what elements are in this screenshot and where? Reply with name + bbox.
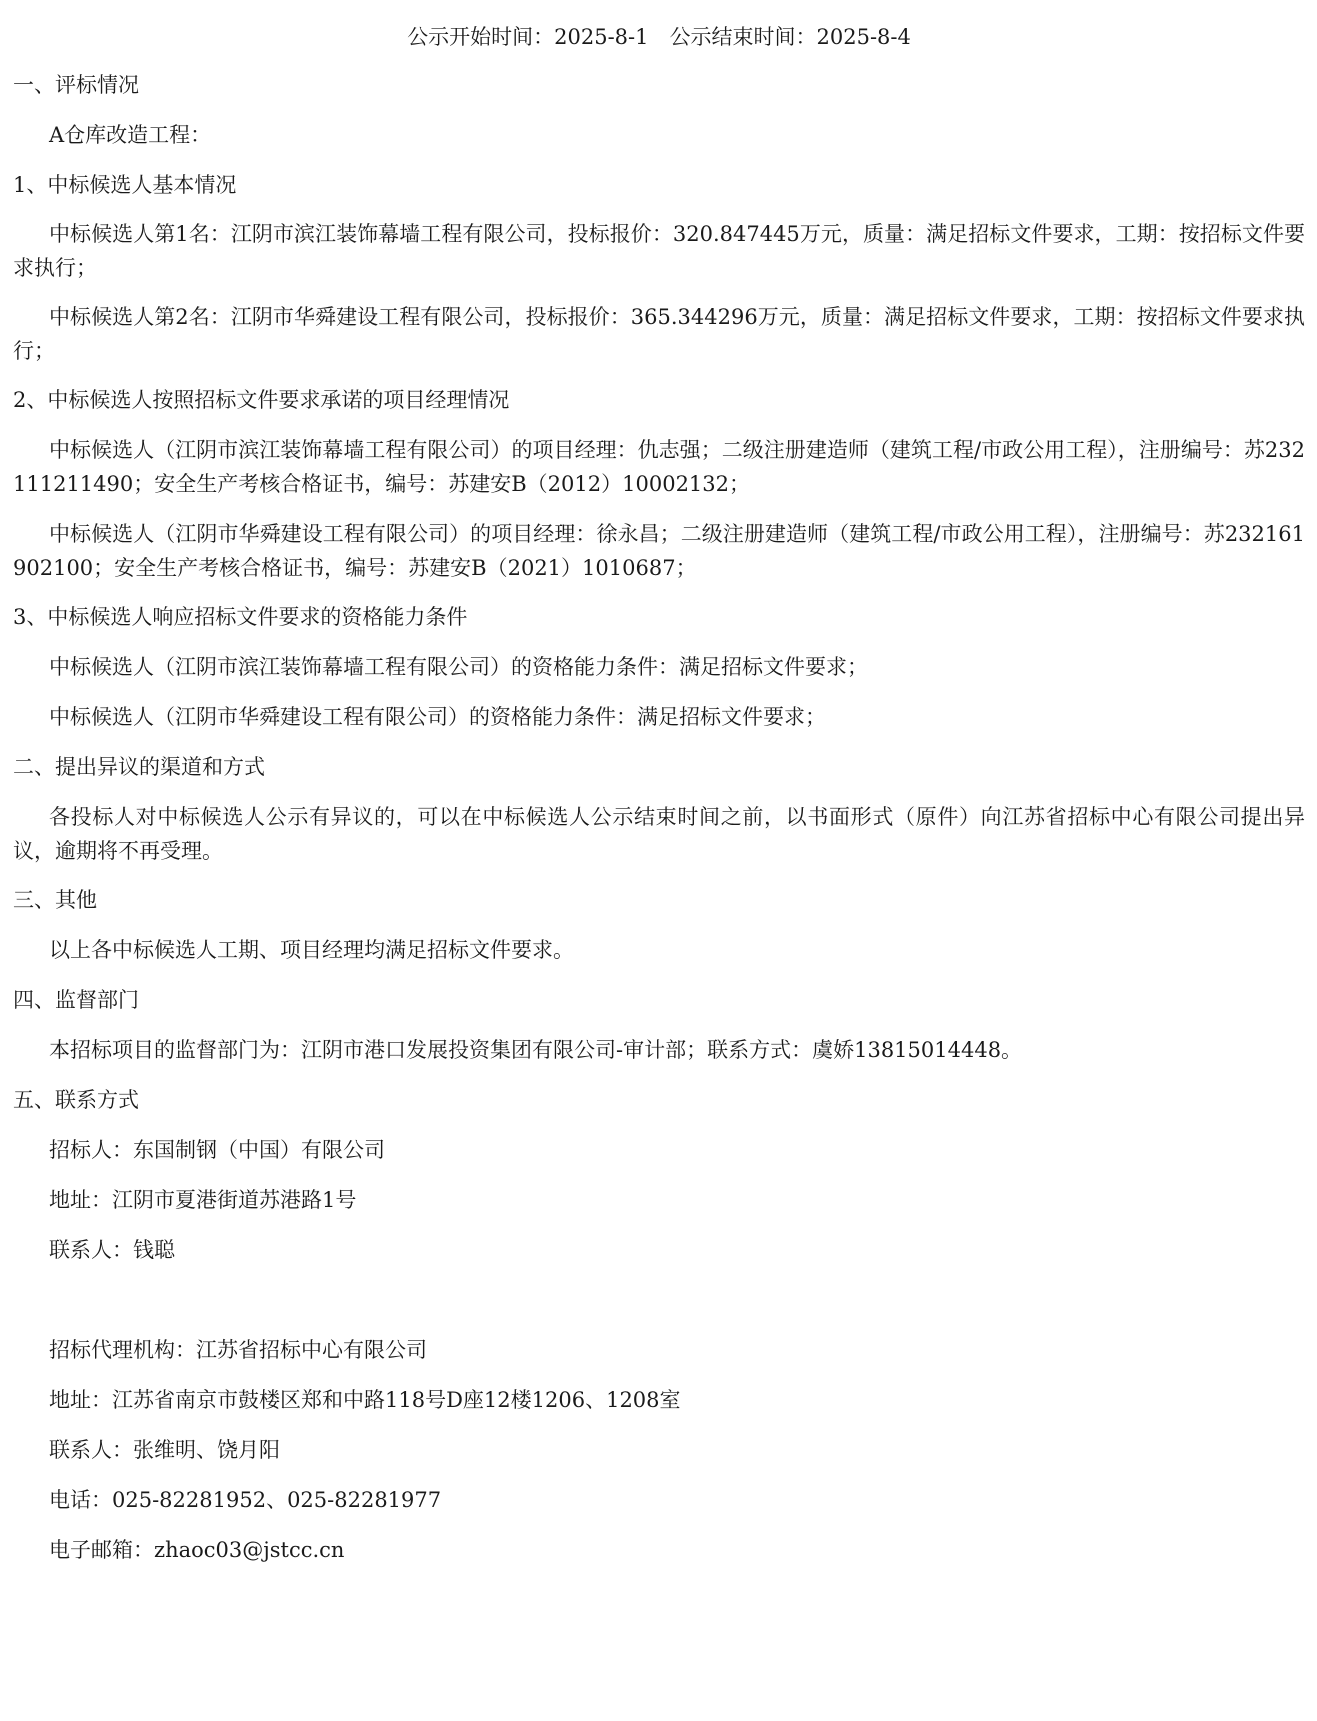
section-contact-title: 五、联系方式 (13, 1088, 139, 1112)
basic-info-title: 1、中标候选人基本情况 (13, 173, 237, 197)
project-name: A仓库改造工程： (49, 123, 212, 147)
agency-address: 地址：江苏省南京市鼓楼区郑和中路118号D座12楼1206、1208室 (49, 1388, 681, 1412)
manager-info-title: 2、中标候选人按照招标文件要求承诺的项目经理情况 (13, 388, 510, 412)
qualification-title: 3、中标候选人响应招标文件要求的资格能力条件 (13, 605, 468, 629)
candidate-2-paragraph: 中标候选人第2名：江阴市华舜建设工程有限公司，投标报价：365.344296万元，质量：满足招标文件要求，工期：按招标文件要求执行； (13, 305, 1305, 363)
tenderer-address: 地址：江阴市夏港街道苏港路1号 (49, 1188, 357, 1212)
tenderer-contact: 联系人：钱聪 (49, 1238, 175, 1262)
tenderer-name: 招标人：东国制钢（中国）有限公司 (49, 1138, 385, 1162)
qualification-1: 中标候选人（江阴市滨江装饰幕墙工程有限公司）的资格能力条件：满足招标文件要求； (49, 655, 868, 679)
agency-contact: 联系人：张维明、饶月阳 (49, 1438, 280, 1462)
manager-2-paragraph: 中标候选人（江阴市华舜建设工程有限公司）的项目经理：徐永昌；二级注册建造师（建筑工程/市政公用工程），注册编号：苏232161902100；安全生产考核合格证书，编号：苏建安B（2021）1010687； (13, 522, 1305, 580)
section-other-title: 三、其他 (13, 888, 97, 912)
objection-paragraph: 各投标人对中标候选人公示有异议的，可以在中标候选人公示结束时间之前，以书面形式（原件）向江苏省招标中心有限公司提出异议，逾期将不再受理。 (13, 805, 1305, 863)
section-supervision-title: 四、监督部门 (13, 988, 139, 1012)
candidate-1-paragraph: 中标候选人第1名：江阴市滨江装饰幕墙工程有限公司，投标报价：320.847445万元，质量：满足招标文件要求，工期：按招标文件要求执行； (13, 222, 1305, 280)
agency-phone: 电话：025-82281952、025-82281977 (49, 1488, 442, 1512)
agency-name: 招标代理机构：江苏省招标中心有限公司 (49, 1338, 427, 1362)
agency-email: 电子邮箱：zhaoc03@jstcc.cn (49, 1538, 345, 1562)
supervision-text: 本招标项目的监督部门为：江阴市港口发展投资集团有限公司-审计部；联系方式：虞娇13815014448。 (49, 1038, 1023, 1062)
section-evaluation-title: 一、评标情况 (13, 73, 139, 97)
publicity-period: 公示开始时间：2025-8-1 公示结束时间：2025-8-4 (407, 25, 911, 49)
section-objection-title: 二、提出异议的渠道和方式 (13, 755, 265, 779)
manager-1-paragraph: 中标候选人（江阴市滨江装饰幕墙工程有限公司）的项目经理：仇志强；二级注册建造师（建筑工程/市政公用工程），注册编号：苏232111211490；安全生产考核合格证书，编号：苏建安B（2012）10002132； (13, 438, 1305, 496)
qualification-2: 中标候选人（江阴市华舜建设工程有限公司）的资格能力条件：满足招标文件要求； (49, 705, 826, 729)
other-text: 以上各中标候选人工期、项目经理均满足招标文件要求。 (49, 938, 574, 962)
